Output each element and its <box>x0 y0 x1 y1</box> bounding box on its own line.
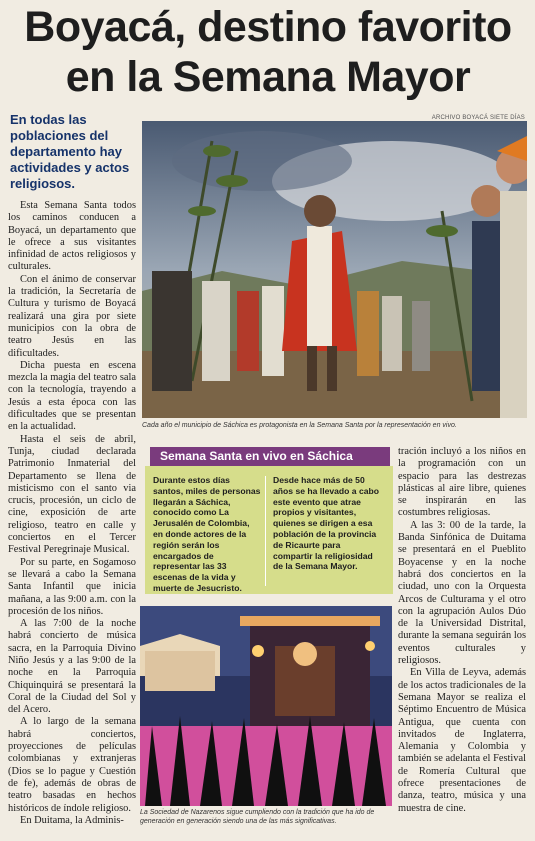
headline-line-2: en la Semana Mayor <box>65 53 471 101</box>
article-column-1 <box>8 200 136 827</box>
headline-line-1: Boyacá, destino favorito <box>24 3 512 51</box>
paragraph: A lo largo de la semana habrá conciertos, proyecciones de películas colombianas y extranjeras (Dios se lo pague y Cuestión de fe), además de obras de teatro basadas en hechos históricos de índole religioso. <box>8 716 136 814</box>
headline <box>8 2 528 102</box>
paragraph: A las 7:00 de la noche habrá concierto de música sacra, en la Parroquia Divino Niño Jesús y a las 9:00 de la noche en la Parroquia Chiquinquirá se presentará la Coral de la Ciudad del Sol y del Acero. <box>8 618 136 716</box>
paragraph: A las 3: 00 de la tarde, la Banda Sinfónica de Duitama se presentará en el Pueblito Boyacense y en la noche habrá dos conciertos en la ciudad, uno con la Orquesta Arcos de Culturama y el otro con la agrupación Aulos Dúo de la Universidad Distrital, durante la semana seguirán los eventos culturales y religiosos. <box>398 519 526 667</box>
nazarenos-image <box>140 606 392 806</box>
procession-image <box>142 121 527 418</box>
nazarenos-photo <box>140 606 392 806</box>
paragraph: Hasta el seis de abril, Tunja, ciudad declarada Patrimonio Inmaterial del Departamento se llena de misticismo con el santo via crucis, procesión, un ciclo de cine, exposición de arte religioso, teatro en calle y conciertos en el Tercer Festival Peregrinaje Musical. <box>8 433 136 556</box>
paragraph: tración incluyó a los niños en la programación con un espacio para las destrezas plásticas al aire libre, quienes se inspirarán en las costumbres religiosas. <box>398 446 526 519</box>
sidebar-box-title: Semana Santa en vivo en Sáchica <box>150 447 390 466</box>
sidebar-box-text-2: Desde hace más de 50 años se ha llevado a cabo este evento que atrae propios y visitantes, quienes se dirigen a esa población de la provincia de Ricaurte para compartir la religiosidad de la Semana Mayor. <box>273 475 380 572</box>
paragraph: Con el ánimo de conservar la tradición, la Secretaría de Cultura y turismo de Boyacá realizará una gira por siete municipios con la obra de teatro Jesús en las dificultades. <box>8 273 136 359</box>
photo-credit: ARCHIVO BOYACÁ SIETE DÍAS <box>431 115 525 121</box>
paragraph: Dicha puesta en escena mezcla la magia del teatro sala con la tecnología, trayendo a Jesús a esta época con las dificultades que se presentan en la actualidad. <box>8 359 136 433</box>
paragraph: Por su parte, en Sogamoso se llevará a cabo la Semana Santa Infantil que inicia mañana, a las 9:00 a.m. con la procesión de los niños. <box>8 556 136 617</box>
sidebar-box-divider <box>265 476 266 586</box>
sidebar-box-text-1: Durante estos días santos, miles de personas llegarán a Sáchica, conocido como La Jerusalén de Colombia, en donde actores de la región serán los encargados de representar las 33 escenas de la vida y muerte de Jesucristo. <box>153 475 261 593</box>
main-photo-procession <box>142 121 527 418</box>
paragraph: En Duitama, la Adminis- <box>20 814 124 826</box>
paragraph: Esta Semana Santa todos los caminos conducen a Boyacá, un departamento que le ofrece a sus visitantes infinidad de actos religiosos y culturales. <box>8 200 136 273</box>
lead-summary: En todas las poblaciones del departamento hay actividades y actos religiosos. <box>10 112 130 191</box>
photo-caption-1: Cada año el municipio de Sáchica es protagonista en la Semana Santa por la representación en vivo. <box>142 422 457 429</box>
sidebar-box <box>145 466 393 594</box>
photo-caption-2: La Sociedad de Nazarenos sigue cumpliendo con la tradición que ha ido de generación en generación siendo una de las más significativas. <box>140 809 375 825</box>
paragraph: En Villa de Leyva, además de los actos tradicionales de la Semana Mayor se realiza el Séptimo Encuentro de Música Antigua, que cuenta con invitados de Inglaterra, Alemania y Colombia y también se adelanta el Festival de Romería Cultural que ofrece presentaciones de danza, teatro, música y una muestra de cine. <box>398 667 526 814</box>
article-column-3 <box>398 446 526 815</box>
